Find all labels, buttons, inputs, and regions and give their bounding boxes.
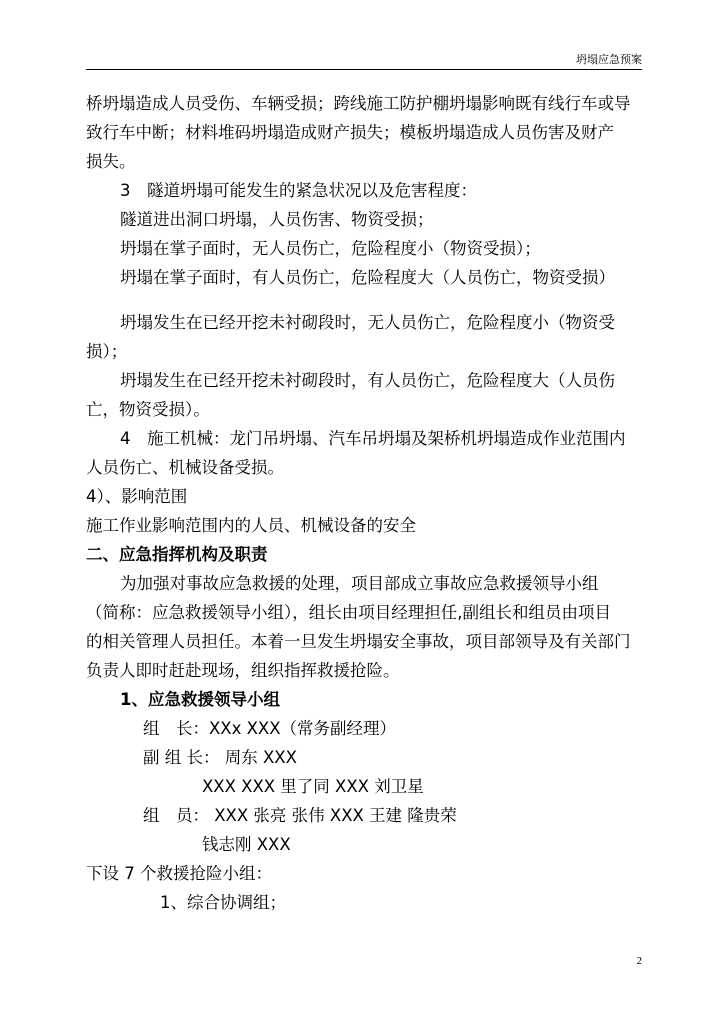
team-leader-line: 组 长：XXx XXX（常务副经理） — [143, 719, 397, 738]
team-members-continued: 钱志刚 XXX — [202, 835, 291, 854]
section-heading: 二、应急指挥机构及职责 — [86, 545, 268, 564]
team-members-line: 组 员： XXX 张亮 张伟 XXX 王建 隆贵荣 — [143, 806, 457, 825]
body-line: 施工作业影响范围内的人员、机械设备的安全 — [86, 516, 416, 535]
body-line: 坍塌在掌子面时，有人员伤亡，危险程度大（人员伤亡，物资受损） — [120, 268, 615, 287]
document-body — [86, 89, 642, 917]
body-line: 损失。 — [86, 152, 136, 171]
body-line: 为加强对事故应急救援的处理，项目部成立事故应急救援领导小组 — [120, 574, 599, 593]
header-divider — [86, 69, 642, 70]
body-line: 桥坍塌造成人员受伤、车辆受损；跨线施工防护棚坍塌影响既有线行车或导 — [86, 94, 631, 113]
body-line: 坍塌发生在已经开挖未衬砌段时，无人员伤亡，危险程度小（物资受 — [120, 313, 615, 332]
body-line: 人员伤亡、机械设备受损。 — [86, 458, 284, 477]
body-line: 负责人即时赶赴现场，组织指挥救援抢险。 — [86, 661, 400, 680]
body-line: 损）； — [86, 342, 128, 361]
body-line: 坍塌在掌子面时，无人员伤亡，危险程度小（物资受损）； — [120, 239, 541, 258]
body-line: （简称：应急救援领导小组），组长由项目经理担任,副组长和组员由项目 — [86, 603, 611, 622]
list-item: 1、综合协调组； — [160, 893, 286, 912]
section-item-4: 4 施工机械：龙门吊坍塌、汽车吊坍塌及架桥机坍塌造成作业范围内 — [120, 429, 626, 448]
body-line: 下设 7 个救援抢险小组： — [86, 864, 272, 883]
body-line: 的相关管理人员担任。本着一旦发生坍塌安全事故，项目部领导及有关部门 — [86, 632, 631, 651]
body-line: 致行车中断；材料堆码坍塌造成财产损失；模板坍塌造成人员伤害及财产 — [86, 123, 614, 142]
deputy-leader-names: XXX XXX 里了同 XXX 刘卫星 — [202, 777, 424, 796]
section-item-3: 3 隧道坍塌可能发生的紧急状况以及危害程度： — [120, 181, 477, 200]
deputy-leader-line: 副 组 长： 周东 XXX — [143, 748, 297, 767]
subsection-heading: 1、应急救援领导小组 — [120, 690, 280, 709]
body-line: 隧道进出洞口坍塌，人员伤害、物资受损； — [120, 210, 434, 229]
page-number: 2 — [636, 955, 642, 967]
body-line: 坍塌发生在已经开挖未衬砌段时，有人员伤亡，危险程度大（人员伤 — [120, 371, 615, 390]
subheading-impact-scope: 4）、影响范围 — [86, 487, 188, 506]
running-header: 坍塌应急预案 — [576, 53, 642, 66]
body-line: 亡，物资受损）。 — [86, 400, 210, 419]
